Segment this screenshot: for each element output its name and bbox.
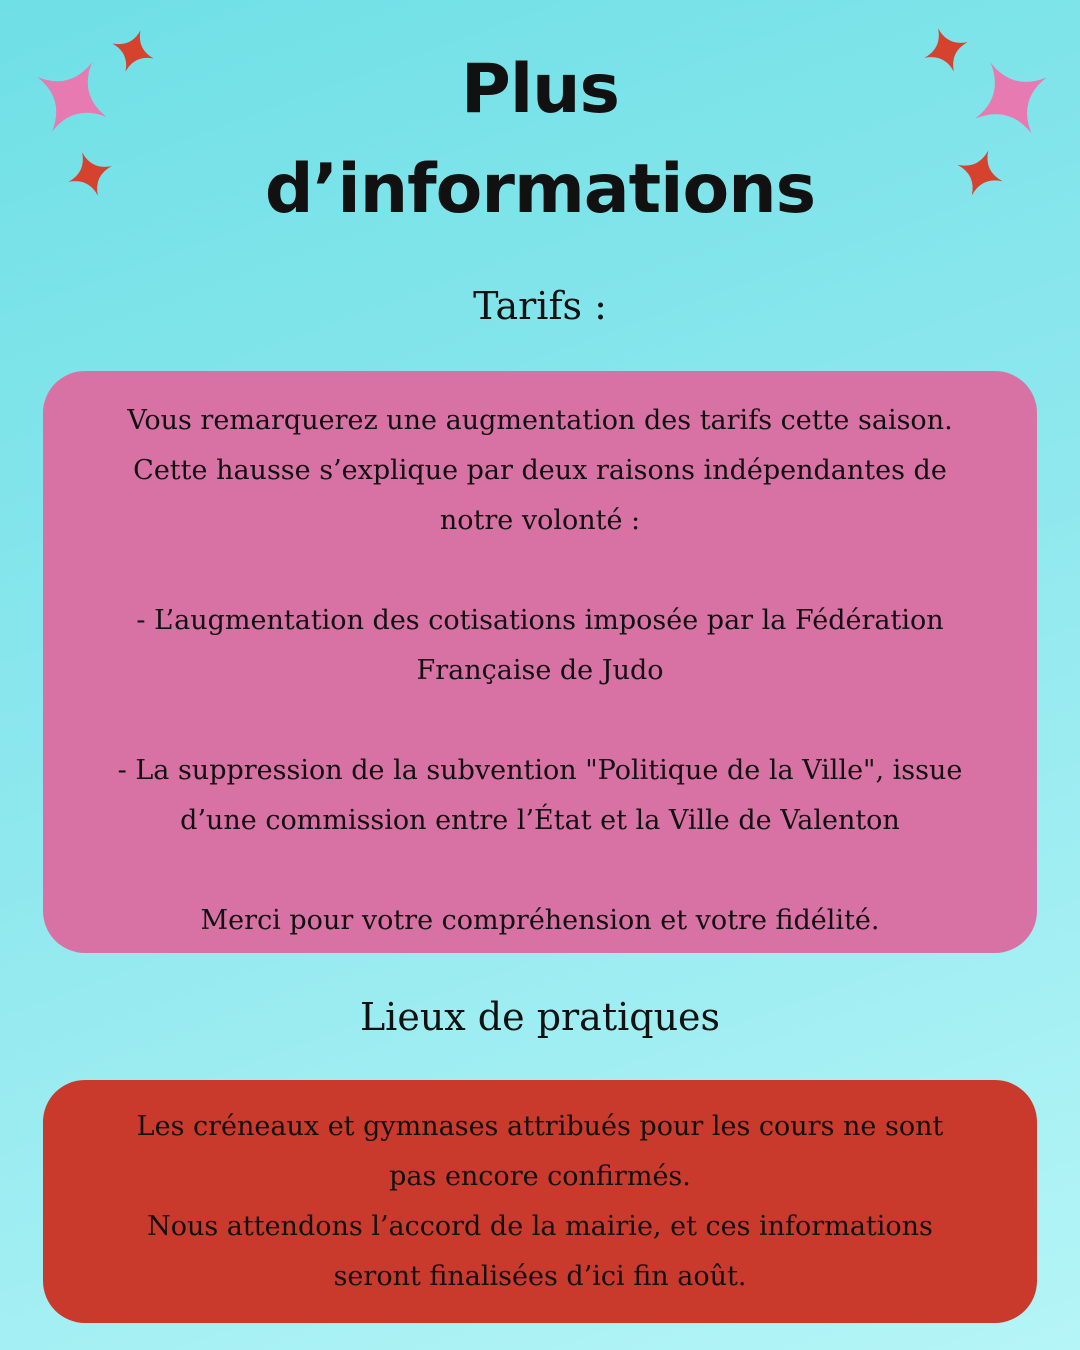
title-line-1: Plus [460, 50, 620, 129]
tarifs-intro-line-1: Vous remarquerez une augmentation des tarifs cette saison. [127, 405, 953, 436]
tarifs-card [43, 371, 1037, 953]
lieux-line-4: seront finalisées d’ici fin août. [333, 1261, 747, 1292]
page-title [0, 40, 1080, 240]
lieux-line-2: pas encore confirmés. [389, 1161, 691, 1192]
tarifs-intro-line-2: Cette hausse s’explique par deux raisons indépendantes de [133, 455, 947, 486]
tarifs-reason-2-line-2: d’une commission entre l’État et la Ville de Valenton [180, 805, 900, 836]
tarifs-thanks: Merci pour votre compréhension et votre fidélité. [200, 905, 880, 936]
lieux-heading: Lieux de pratiques [359, 995, 721, 1039]
lieux-card [43, 1080, 1037, 1323]
tarifs-heading: Tarifs : [473, 284, 607, 328]
tarifs-reason-2-line-1: - La suppression de la subvention "Politique de la Ville", issue [117, 755, 963, 786]
title-line-2: d’informations [264, 150, 816, 229]
tarifs-reason-1-line-2: Française de Judo [416, 655, 664, 686]
tarifs-reason-1-line-1: - L’augmentation des cotisations imposée par la Fédération [136, 605, 944, 636]
lieux-line-1: Les créneaux et gymnases attribués pour les cours ne sont [136, 1111, 944, 1142]
tarifs-intro-line-3: notre volonté : [439, 505, 641, 536]
lieux-line-3: Nous attendons l’accord de la mairie, et ces informations [147, 1211, 933, 1242]
